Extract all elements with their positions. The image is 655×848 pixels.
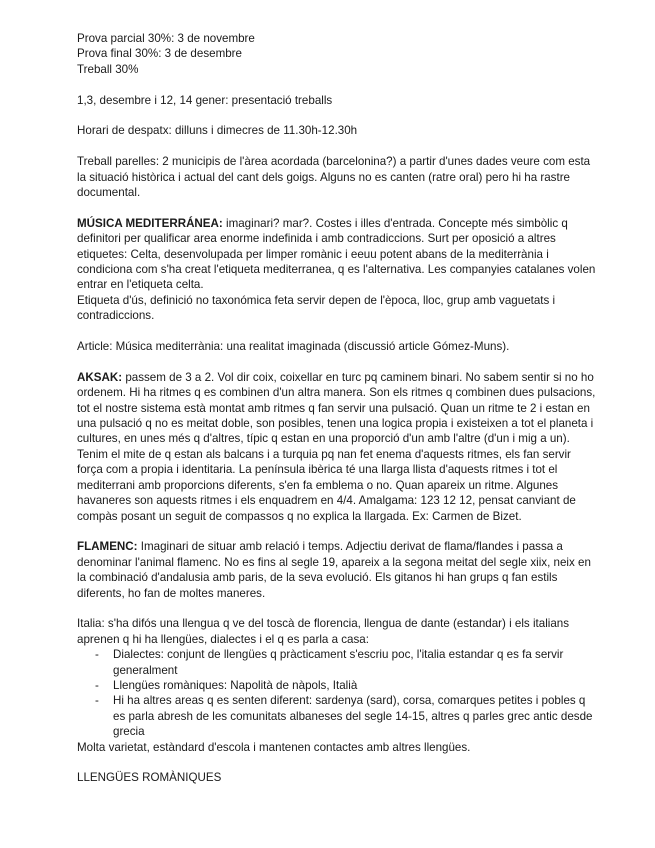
presentations-line: 1,3, desembre i 12, 14 gener: presentació treballs	[77, 93, 333, 107]
dash-bullet: -	[95, 694, 99, 708]
grading-block	[77, 31, 597, 77]
musica-paragraph-2: Etiqueta d'ús, definició no taxonómica feta servir depen de l'època, lloc, grup amb vaguetats i contradiccions.	[77, 293, 556, 323]
article-line: Article: Música mediterrània: una realitat imaginada (discussió article Gómez-Muns).	[77, 340, 510, 354]
dash-bullet: -	[95, 678, 99, 692]
italia-section	[77, 616, 597, 755]
final-heading: LLENGÜES ROMÀNIQUES	[77, 771, 222, 785]
list-item-text: Llengües romàniques: Napolità de nàpols, Italià	[113, 678, 358, 692]
musica-text: imaginari? mar?. Costes i illes d'entrada. Concepte més simbòlic q definitori per qualificar area enorme indefinida i amb contradiccions. Surt per oposició a altres etiquetes: Celta, desenvolupada per limper romànic i eeuu potent abans de la mediterrània i condiciona com s'ha creat l'etiqueta mediterranea, q es l'alternativa. Les companyies catalanes volen entrar en l'etiqueta celta.	[77, 216, 596, 292]
flamenc-heading: FLAMENC:	[77, 540, 138, 554]
musica-section	[77, 216, 597, 324]
pair-work-paragraph: Treball parelles: 2 municipis de l'àrea acordada (barcelonina?) a partir d'unes dades veure com esta la situació històrica i actual del cant dels goigs. Alguns no es canten (ratre oral) pero hi ha rastre documental.	[77, 155, 591, 200]
italia-intro: Italia: s'ha difós una llengua q ve del toscà de florencia, llengua de dante (estandar) i els italians aprenen q hi ha llengües, dialectes i el q es parla a casa:	[77, 617, 570, 646]
flamenc-paragraph	[77, 539, 597, 601]
flamenc-text: Imaginari de situar amb relació i temps. Adjectiu derivat de flama/flandes i passa a denominar l'animal flamenc. No es fins al segle 19, apareix a la segona meitat del segle xiix, neix en la combinació d'andalusia amb paris, de la seva evolució. Els gitanos hi han grups q fan estils diferents, ho fan de moltes maneres.	[77, 540, 591, 600]
aksak-paragraph	[77, 370, 597, 524]
musica-paragraph	[77, 216, 597, 293]
grading-line: Prova final 30%: 3 de desembre	[77, 47, 242, 61]
italia-list	[77, 647, 597, 739]
aksak-heading: AKSAK:	[77, 370, 123, 384]
list-item	[77, 693, 597, 739]
office-hours-line: Horari de despatx: dilluns i dimecres de 11.30h-12.30h	[77, 124, 358, 138]
list-item-text: Hi ha altres areas q es senten diferent: sardenya (sard), corsa, comarques petites i pobles q es parla abresh de les comunitats albaneses del segle 14-15, altres q parles grec antic desde grecia	[113, 694, 593, 739]
musica-heading: MÚSICA MEDITERRÁNEA:	[77, 216, 223, 230]
list-item	[77, 647, 597, 678]
list-item-text: Dialectes: conjunt de llengües q pràcticament s'escriu poc, l'italia estandar q es fa servir generalment	[113, 648, 564, 677]
document-page	[77, 31, 597, 786]
list-item	[77, 678, 597, 693]
grading-line: Treball 30%	[77, 62, 139, 76]
grading-line: Prova parcial 30%: 3 de novembre	[77, 32, 255, 45]
italia-outro: Molta varietat, estàndard d'escola i mantenen contactes amb altres llengües.	[77, 740, 471, 754]
aksak-text: passem de 3 a 2. Vol dir coix, coixellar en turc pq caminem binari. No sabem sentir si no ho ordenem. Hi ha ritmes q es combinen d'un altra manera. Son els ritmes q combinen dues pulsacions, tot el nostre sistema està montat amb ritmes q fan servir una pulsació. Quan un ritme te 2 i estan en una pulsació q no es meitat doble, son posibles, tenen una logica propia i existeixen a tot el planeta i cultures, en unes més q d'altres, típic q estan en una proporció d'un amb l'altre (d'un i mig a un). Tenim el mite de q estan als balcans i a turquia pq nan fet enema d'aquests ritmes, els fan servir força com a propia i identitaria. La península ibèrica té una llarga llista d'aquests ritmes i tot el mediterrani amb proporcions diferents, s'en fa emblema o no. Quan apareix un ritme. Algunes havaneres son aquests ritmes i els enquadrem en 4/4. Amalgama: 123 12 12, pensat canviant de compàs posant un seguit de compassos q no explica la llargada. Ex: Carmen de Bizet.	[77, 370, 596, 523]
dash-bullet: -	[95, 648, 99, 662]
